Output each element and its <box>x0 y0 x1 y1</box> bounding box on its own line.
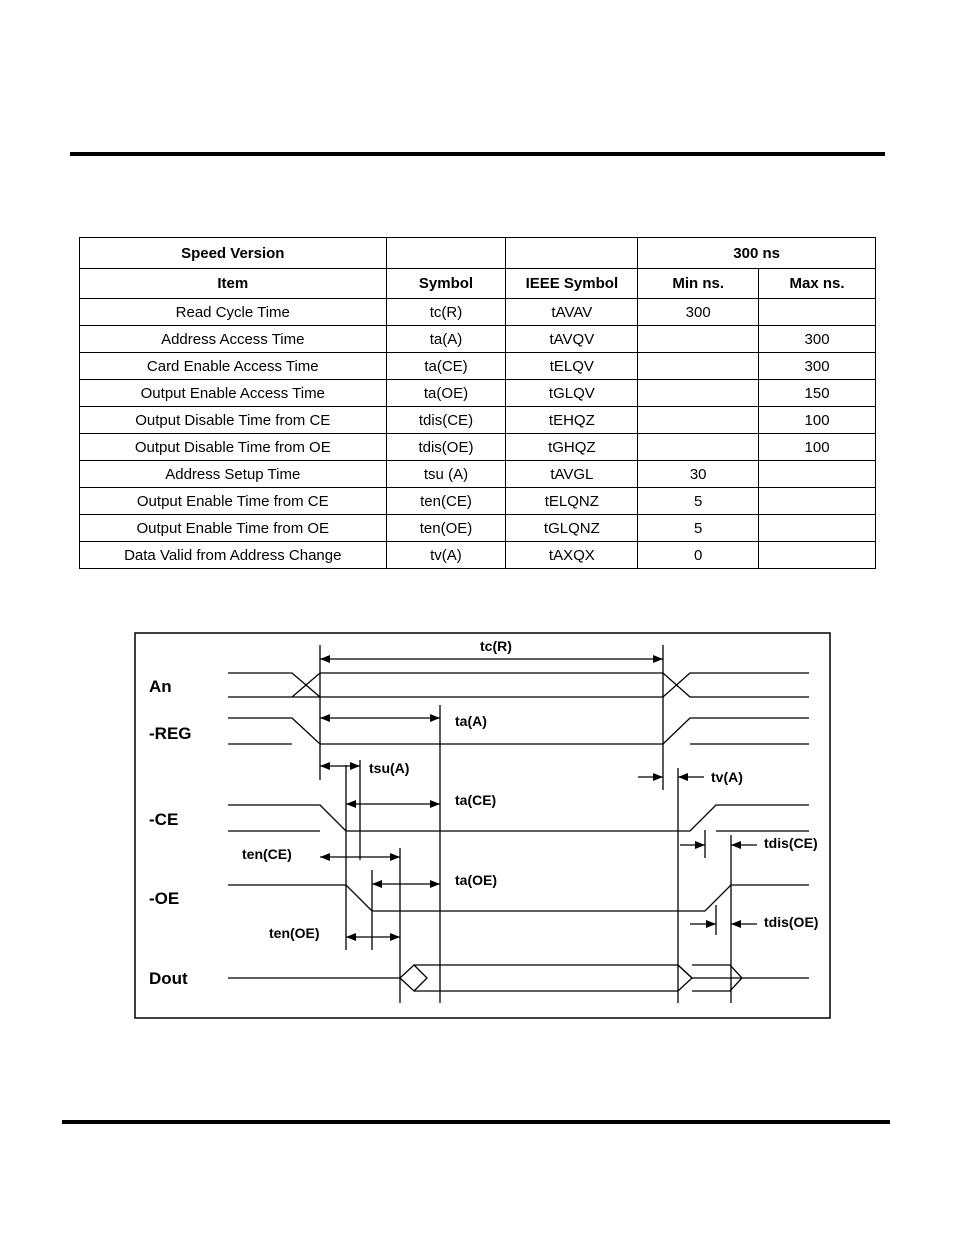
label-tsu-a: tsu(A) <box>369 760 410 776</box>
cell-ieee: tGLQV <box>506 380 638 407</box>
cell-item: Card Enable Access Time <box>80 353 387 380</box>
cell-ieee: tAVGL <box>506 461 638 488</box>
cell-min: 5 <box>638 488 759 515</box>
cell-ieee: tAVAV <box>506 299 638 326</box>
cell-ieee: tELQNZ <box>506 488 638 515</box>
header-max: Max ns. <box>759 269 876 299</box>
label-ta-oe: ta(OE) <box>455 872 497 888</box>
cell-symbol: ta(CE) <box>386 353 506 380</box>
cell-max: 100 <box>759 407 876 434</box>
cell-ieee: tGHQZ <box>506 434 638 461</box>
label-ta-ce: ta(CE) <box>455 792 497 808</box>
dout-waveform <box>228 965 809 991</box>
cell-item: Read Cycle Time <box>80 299 387 326</box>
cell-symbol: tc(R) <box>386 299 506 326</box>
cell-ieee: tGLQNZ <box>506 515 638 542</box>
cell-symbol: ten(CE) <box>386 488 506 515</box>
cell-max: 300 <box>759 326 876 353</box>
cell-min: 30 <box>638 461 759 488</box>
bottom-rule <box>62 1120 890 1124</box>
cell-ieee: tAVQV <box>506 326 638 353</box>
cell-min: 0 <box>638 542 759 569</box>
cell-item: Address Access Time <box>80 326 387 353</box>
header-item: Item <box>80 269 387 299</box>
cell-item: Output Disable Time from CE <box>80 407 387 434</box>
cell-symbol: tsu (A) <box>386 461 506 488</box>
cell-ieee: tEHQZ <box>506 407 638 434</box>
cell-symbol: ta(A) <box>386 326 506 353</box>
signal-label-ce: -CE <box>149 810 179 829</box>
label-tv-a: tv(A) <box>711 769 743 785</box>
cell-max: 300 <box>759 353 876 380</box>
ce-waveform <box>228 805 809 831</box>
signal-label-reg: -REG <box>149 724 192 743</box>
signal-label-oe: -OE <box>149 889 180 908</box>
cell-symbol: ta(OE) <box>386 380 506 407</box>
an-waveform <box>228 673 809 697</box>
header-symbol: Symbol <box>386 269 506 299</box>
label-ten-oe: ten(OE) <box>269 925 320 941</box>
cell-min: 5 <box>638 515 759 542</box>
cell-item: Output Enable Time from OE <box>80 515 387 542</box>
cell-symbol: tdis(OE) <box>386 434 506 461</box>
cell-symbol: tv(A) <box>386 542 506 569</box>
cell-min: 300 <box>638 299 759 326</box>
reg-waveform <box>228 718 809 744</box>
label-tdis-ce: tdis(CE) <box>764 835 818 851</box>
cell-max: 150 <box>759 380 876 407</box>
label-tc-r: tc(R) <box>480 638 512 654</box>
label-ten-ce: ten(CE) <box>242 846 292 862</box>
label-ta-a: ta(A) <box>455 713 487 729</box>
signal-label-an: An <box>149 677 172 696</box>
label-tdis-oe: tdis(OE) <box>764 914 819 930</box>
cell-item: Output Disable Time from OE <box>80 434 387 461</box>
header-min: Min ns. <box>638 269 759 299</box>
cell-max: 100 <box>759 434 876 461</box>
oe-waveform <box>228 885 809 911</box>
cell-symbol: tdis(CE) <box>386 407 506 434</box>
cell-item: Data Valid from Address Change <box>80 542 387 569</box>
speed-version-label: Speed Version <box>80 238 387 269</box>
speed-value: 300 ns <box>638 238 876 269</box>
cell-item: Output Enable Time from CE <box>80 488 387 515</box>
cell-ieee: tELQV <box>506 353 638 380</box>
cell-symbol: ten(OE) <box>386 515 506 542</box>
cell-item: Output Enable Access Time <box>80 380 387 407</box>
signal-label-dout: Dout <box>149 969 188 988</box>
cell-ieee: tAXQX <box>506 542 638 569</box>
header-ieee-symbol: IEEE Symbol <box>506 269 638 299</box>
cell-item: Address Setup Time <box>80 461 387 488</box>
diagram-frame <box>135 633 830 1018</box>
